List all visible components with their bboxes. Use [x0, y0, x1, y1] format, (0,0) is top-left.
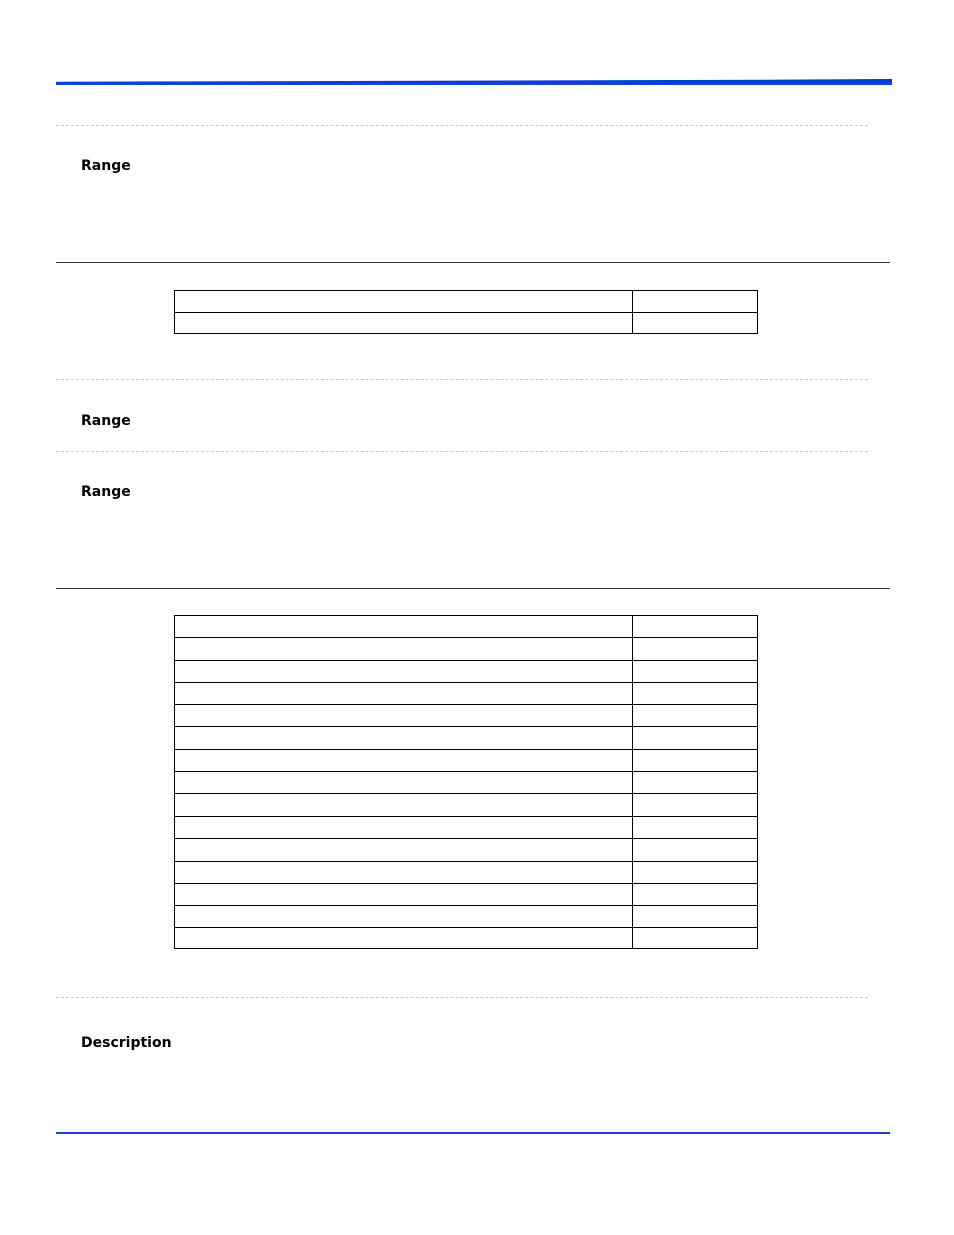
table-cell-value [633, 839, 758, 862]
section-divider [56, 451, 868, 452]
table-cell-value [633, 862, 758, 884]
table-cell-name [175, 705, 633, 727]
table-row [175, 839, 758, 862]
table-row [175, 291, 758, 313]
table-rule [56, 262, 890, 263]
table-cell-name [175, 291, 633, 313]
table-row [175, 705, 758, 727]
table-cell-value [633, 794, 758, 817]
table-row [175, 772, 758, 794]
table-cell-name [175, 817, 633, 839]
table-values-2 [174, 615, 758, 949]
section-divider [56, 125, 868, 126]
table-rule [56, 588, 890, 589]
table-cell-name [175, 616, 633, 638]
table-cell-name [175, 794, 633, 817]
table-cell-value [633, 683, 758, 705]
table-row [175, 928, 758, 949]
table-cell-value [633, 291, 758, 313]
table-row [175, 906, 758, 928]
table-row [175, 750, 758, 772]
section-divider [56, 997, 868, 998]
table-cell-value [633, 705, 758, 727]
range-heading: Range [81, 484, 131, 500]
section-divider [56, 379, 868, 380]
table-cell-name [175, 313, 633, 334]
table-cell-value [633, 928, 758, 949]
table-cell-value [633, 750, 758, 772]
table-cell-value [633, 906, 758, 928]
table-cell-value [633, 638, 758, 661]
table-cell-name [175, 661, 633, 683]
table-row [175, 683, 758, 705]
table-cell-name [175, 772, 633, 794]
table-cell-value [633, 616, 758, 638]
table-cell-name [175, 906, 633, 928]
table-row [175, 884, 758, 906]
table-cell-name [175, 638, 633, 661]
table-row [175, 862, 758, 884]
table-row [175, 313, 758, 334]
table-cell-value [633, 884, 758, 906]
table-values-1 [174, 290, 758, 334]
footer-rule [56, 1132, 890, 1134]
header-rule [56, 79, 892, 85]
table-cell-value [633, 727, 758, 750]
table-cell-name [175, 884, 633, 906]
table-cell-name [175, 839, 633, 862]
description-heading: Description [81, 1035, 172, 1051]
table-row [175, 794, 758, 817]
table-cell-value [633, 772, 758, 794]
table-row [175, 727, 758, 750]
table-row [175, 638, 758, 661]
table-row [175, 616, 758, 638]
range-heading: Range [81, 413, 131, 429]
table-cell-name [175, 928, 633, 949]
range-heading: Range [81, 158, 131, 174]
table-cell-name [175, 750, 633, 772]
table-row [175, 661, 758, 683]
table-row [175, 817, 758, 839]
table-cell-name [175, 683, 633, 705]
table-cell-value [633, 313, 758, 334]
table-cell-name [175, 862, 633, 884]
table-cell-value [633, 661, 758, 683]
table-cell-value [633, 817, 758, 839]
table-cell-name [175, 727, 633, 750]
